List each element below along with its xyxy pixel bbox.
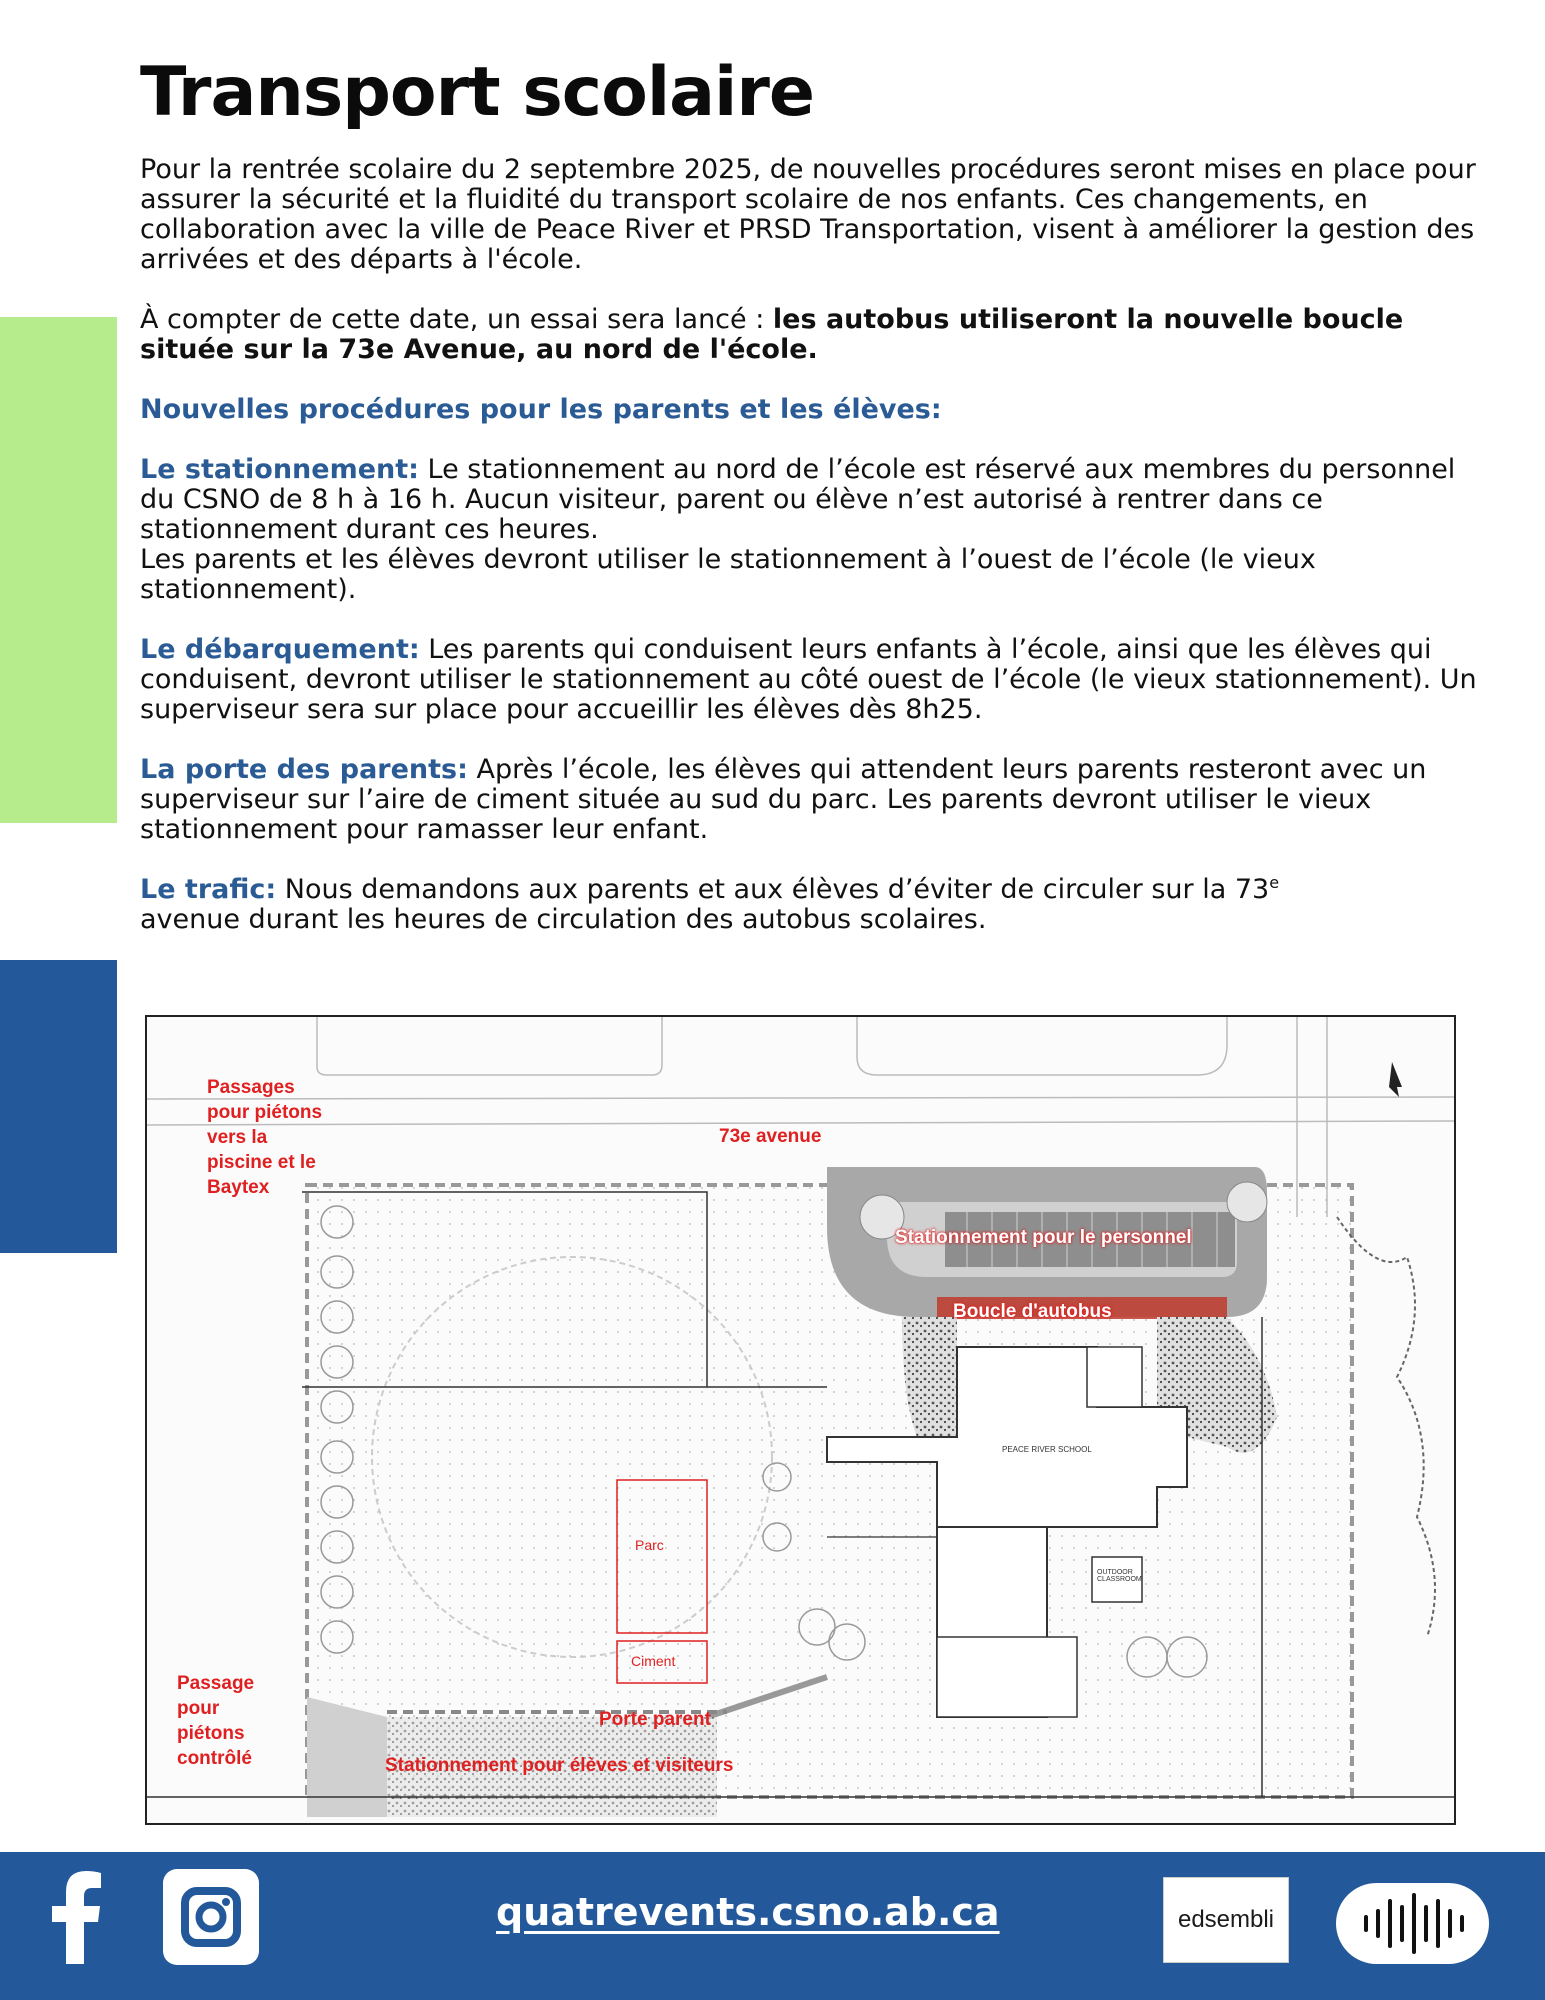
map-label-student-parking: Stationnement pour élèves et visiteurs xyxy=(385,1755,734,1776)
website-link[interactable]: quatrevents.csno.ab.ca xyxy=(496,1890,1000,1934)
parent-gate-text: Après l’école, les élèves qui attendent leurs parents resteront avec un superviseur sur l’aire de ciment située au sud du parc. Les parents devront utiliser le vieux stationnement pour ramasser leur enfant. xyxy=(140,754,1427,845)
map-label-cement: Ciment xyxy=(631,1653,676,1669)
traffic-label: Le trafic: xyxy=(140,874,277,905)
podcast-waveform-icon[interactable] xyxy=(1336,1883,1489,1964)
dropoff-label: Le débarquement: xyxy=(140,634,420,665)
traffic-text-2: avenue durant les heures de circulation des autobus scolaires. xyxy=(140,904,987,935)
map-label-school-name: PEACE RIVER SCHOOL xyxy=(1002,1445,1092,1454)
map-label-outdoor-classroom: OUTDOOR CLASSROOM xyxy=(1097,1569,1142,1583)
trial-text: À compter de cette date, un essai sera lancé : xyxy=(140,304,773,335)
map-label-pedestrian-controlled: Passage pour piétons contrôlé xyxy=(177,1673,255,1769)
article-body xyxy=(140,155,1485,965)
page-title: Transport scolaire xyxy=(140,53,814,132)
parent-gate-label: La porte des parents: xyxy=(140,754,468,785)
parking-text: Le stationnement au nord de l’école est réservé aux membres du personnel du CSNO de 8 h à 16 h. Aucun visiteur, parent ou élève n’est autorisé à rentrer dans ce stationnement durant ces heures. xyxy=(140,454,1456,545)
parking-label: Le stationnement: xyxy=(140,454,419,485)
map-label-staff-parking: Stationnement pour le personnel xyxy=(895,1227,1192,1248)
green-accent-bar xyxy=(0,317,117,823)
map-label-avenue: 73e avenue xyxy=(719,1126,822,1147)
facebook-icon[interactable] xyxy=(48,1868,104,1964)
procedures-heading xyxy=(140,395,1485,425)
map-label-parent-gate: Porte parent xyxy=(599,1709,711,1730)
trial-bold-text: les autobus utiliseront la nouvelle boucle située sur la 73e Avenue, au nord de l'école. xyxy=(140,304,1404,365)
parking-paragraph xyxy=(140,455,1485,605)
map-label-bus-loop: Boucle d'autobus xyxy=(953,1301,1112,1322)
parking-text-2: Les parents et les élèves devront utiliser le stationnement à l’ouest de l’école (le vieux stationnement). xyxy=(140,544,1316,605)
traffic-sup: e xyxy=(1269,873,1280,892)
map-label-park: Parc xyxy=(635,1537,664,1553)
traffic-text: Nous demandons aux parents et aux élèves d’éviter de circuler sur la 73 xyxy=(276,874,1270,905)
instagram-icon[interactable] xyxy=(163,1869,259,1965)
intro-paragraph: Pour la rentrée scolaire du 2 septembre 2025, de nouvelles procédures seront mises en place pour assurer la sécurité et la fluidité du transport scolaire de nos enfants. Ces changements, en collaboration avec la ville de Peace River et PRSD Transportation, visent à améliorer la gestion des arrivées et des départs à l'école. xyxy=(140,154,1476,275)
parent-gate-paragraph xyxy=(140,755,1485,845)
dropoff-paragraph xyxy=(140,635,1485,725)
edsembli-logo[interactable]: edsembli xyxy=(1163,1877,1289,1963)
traffic-paragraph xyxy=(140,875,1485,935)
procedures-heading-text: Nouvelles procédures pour les parents et les élèves: xyxy=(140,394,942,425)
site-plan xyxy=(145,1015,1456,1825)
dropoff-text: Les parents qui conduisent leurs enfants à l’école, ainsi que les élèves qui conduisent, devront utiliser le stationnement au côté ouest de l’école (le vieux stationnement). Un superviseur sera sur place pour accueillir les élèves dès 8h25. xyxy=(140,634,1477,725)
blue-accent-bar xyxy=(0,960,117,1253)
map-label-pedestrian-north: Passages pour piétons vers la piscine et le Baytex xyxy=(207,1077,323,1198)
trial-paragraph xyxy=(140,305,1485,365)
